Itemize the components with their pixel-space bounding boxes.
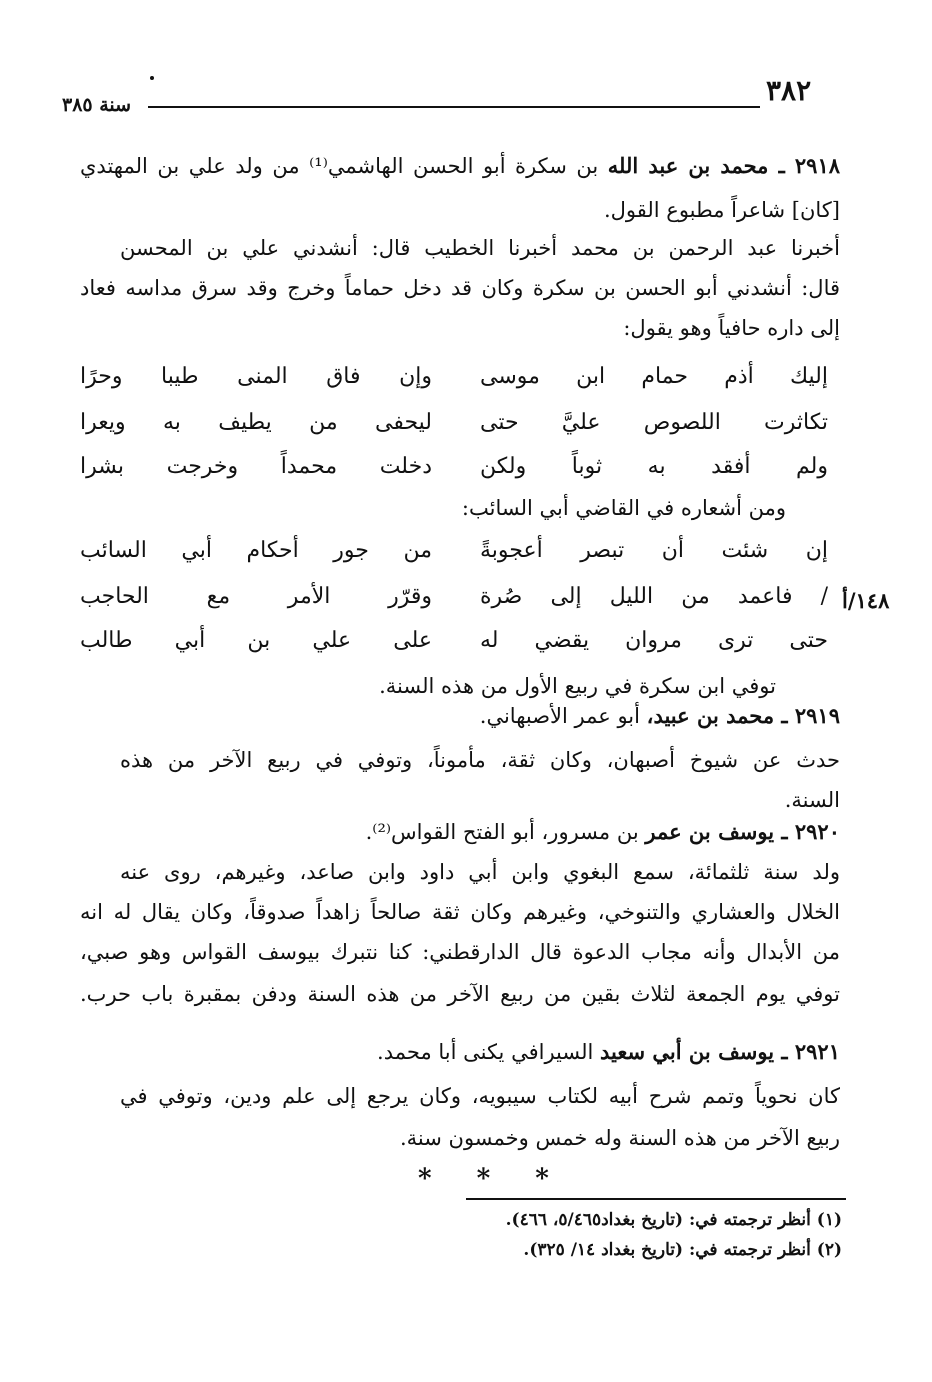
verse-4-right: إن شئت أن تبصر أعجوبةً [480, 538, 828, 563]
page-number: ٣٨٢ [766, 74, 812, 107]
verse-1-left: وإن فاق المنى طيبا وحرًا [80, 364, 432, 389]
verse-2-left: ليحفى من يطيف به ويعرا [80, 410, 432, 435]
entry-2918-line-7: توفي ابن سكرة في ربيع الأول من هذه السنة. [379, 674, 776, 698]
header-rule [148, 106, 760, 108]
verse-6-right: حتى ترى مروان يقضي له [480, 628, 828, 653]
entry-2919-line-2: السنة. [784, 788, 840, 812]
entry-2920-line-1: ولد سنة ثلثمائة، سمع البغوي وابن أبي داود وابن صاعد، وغيرهم، روى عنه [120, 860, 840, 884]
entry-2921-line-2: ربيع الآخر من هذه السنة وله خمس وخمسون سنة. [399, 1126, 840, 1150]
entry-2918-line-1 [80, 150, 840, 182]
entry-2921-heading: ٢٩٢١ ـ يوسف بن أبي سعيد [600, 1039, 840, 1064]
entry-2921-heading-line [377, 1036, 840, 1068]
verse-2-right: تكاثرت اللصوص عليَّ حتى [480, 410, 828, 435]
entry-2918-line-4: قال: أنشدني أبو الحسن بن سكرة وكان قد دخل حماماً وخرج وقد سرق مداسه فعاد [80, 276, 840, 300]
entry-2920-line-3: من الأبدال وأنه مجاب الدعوة قال الدارقطني: كنا نتبرك بيوسف القواس وهو صبي، [80, 940, 840, 964]
entry-2918-line-6: ومن أشعاره في القاضي أبي السائب: [461, 496, 786, 520]
verse-3-left: دخلت محمداً وخرجت بشرا [80, 454, 432, 479]
entry-2918-line-3: أخبرنا عبد الرحمن بن محمد أخبرنا الخطيب قال: أنشدني علي بن المحسن [120, 236, 840, 260]
running-header-year: سنة ٣٨٥ [62, 94, 132, 116]
entry-2918-line-2: [كان] شاعراً مطبوع القول. [603, 198, 840, 222]
entry-2919-heading: ٢٩١٩ ـ محمد بن عبيد، [646, 703, 840, 728]
verse-3-right: ولم أفقد به ثوباً ولكن [480, 454, 828, 479]
header-dot [150, 76, 154, 80]
entry-2920-line-2: الخلال والعشاري والتنوخي، وغيرهم وكان ثقة صالحاً زاهداً صدوقاً، وكان يقال له انه [80, 900, 840, 924]
entry-2920-heading: ٢٩٢٠ ـ يوسف بن عمر [645, 819, 840, 844]
margin-folio-reference: ١٤٨/أ [842, 588, 890, 613]
verse-5-left: وقرّر الأمر مع الحاجب [80, 584, 432, 609]
entry-2919-heading-rest: أبو عمر الأصبهاني. [479, 704, 640, 728]
entry-2918-heading: ٢٩١٨ ـ محمد بن عبد الله [607, 153, 841, 178]
verse-6-left: على علي بن أبي طالب [80, 628, 432, 653]
entry-2921-heading-rest: السيرافي يكنى أبا محمد. [377, 1040, 594, 1064]
footnote-1: (١) أنظر ترجمته في: (تاريخ بغداد٥/٤٦٥، ٤٦٦). [505, 1210, 842, 1230]
verse-4-left: من جور أحكام أبي السائب [80, 538, 432, 563]
entry-2920-heading-rest: بن مسرور، أبو الفتح القواس⁽²⁾. [365, 820, 639, 844]
entry-2919-heading-line [480, 700, 840, 732]
verse-1-right: إليك أذم حمام ابن موسى [480, 364, 828, 389]
entry-2918-heading-rest: بن سكرة أبو الحسن الهاشمي⁽¹⁾ من ولد علي بن المهتدي [80, 154, 599, 178]
entry-2919-line-1: حدث عن شيوخ أصبهان، وكان ثقة، مأموناً، وتوفي في ربيع الآخر من هذه [120, 748, 840, 772]
entry-2920-line-4: توفي يوم الجمعة لثلاث بقين من ربيع الآخر من هذه السنة ودفن بمقبرة باب حرب. [80, 982, 840, 1006]
entry-2920-heading-line [366, 816, 840, 848]
verse-5-right: / فاعمد من الليل إلى صُرة [480, 584, 828, 609]
entry-2921-line-1: كان نحوياً وتمم شرح أبيه لكتاب سيبويه، وكان يرجع إلى علم ودين، وتوفي في [120, 1084, 840, 1108]
section-separator: * * * [418, 1164, 567, 1194]
entry-2918-line-5: إلى داره حافياً وهو يقول: [623, 316, 840, 340]
footnote-rule [466, 1198, 846, 1200]
footnote-2: (٢) أنظر ترجمته في: (تاريخ بغداد ١٤/ ٣٢٥). [523, 1240, 842, 1260]
